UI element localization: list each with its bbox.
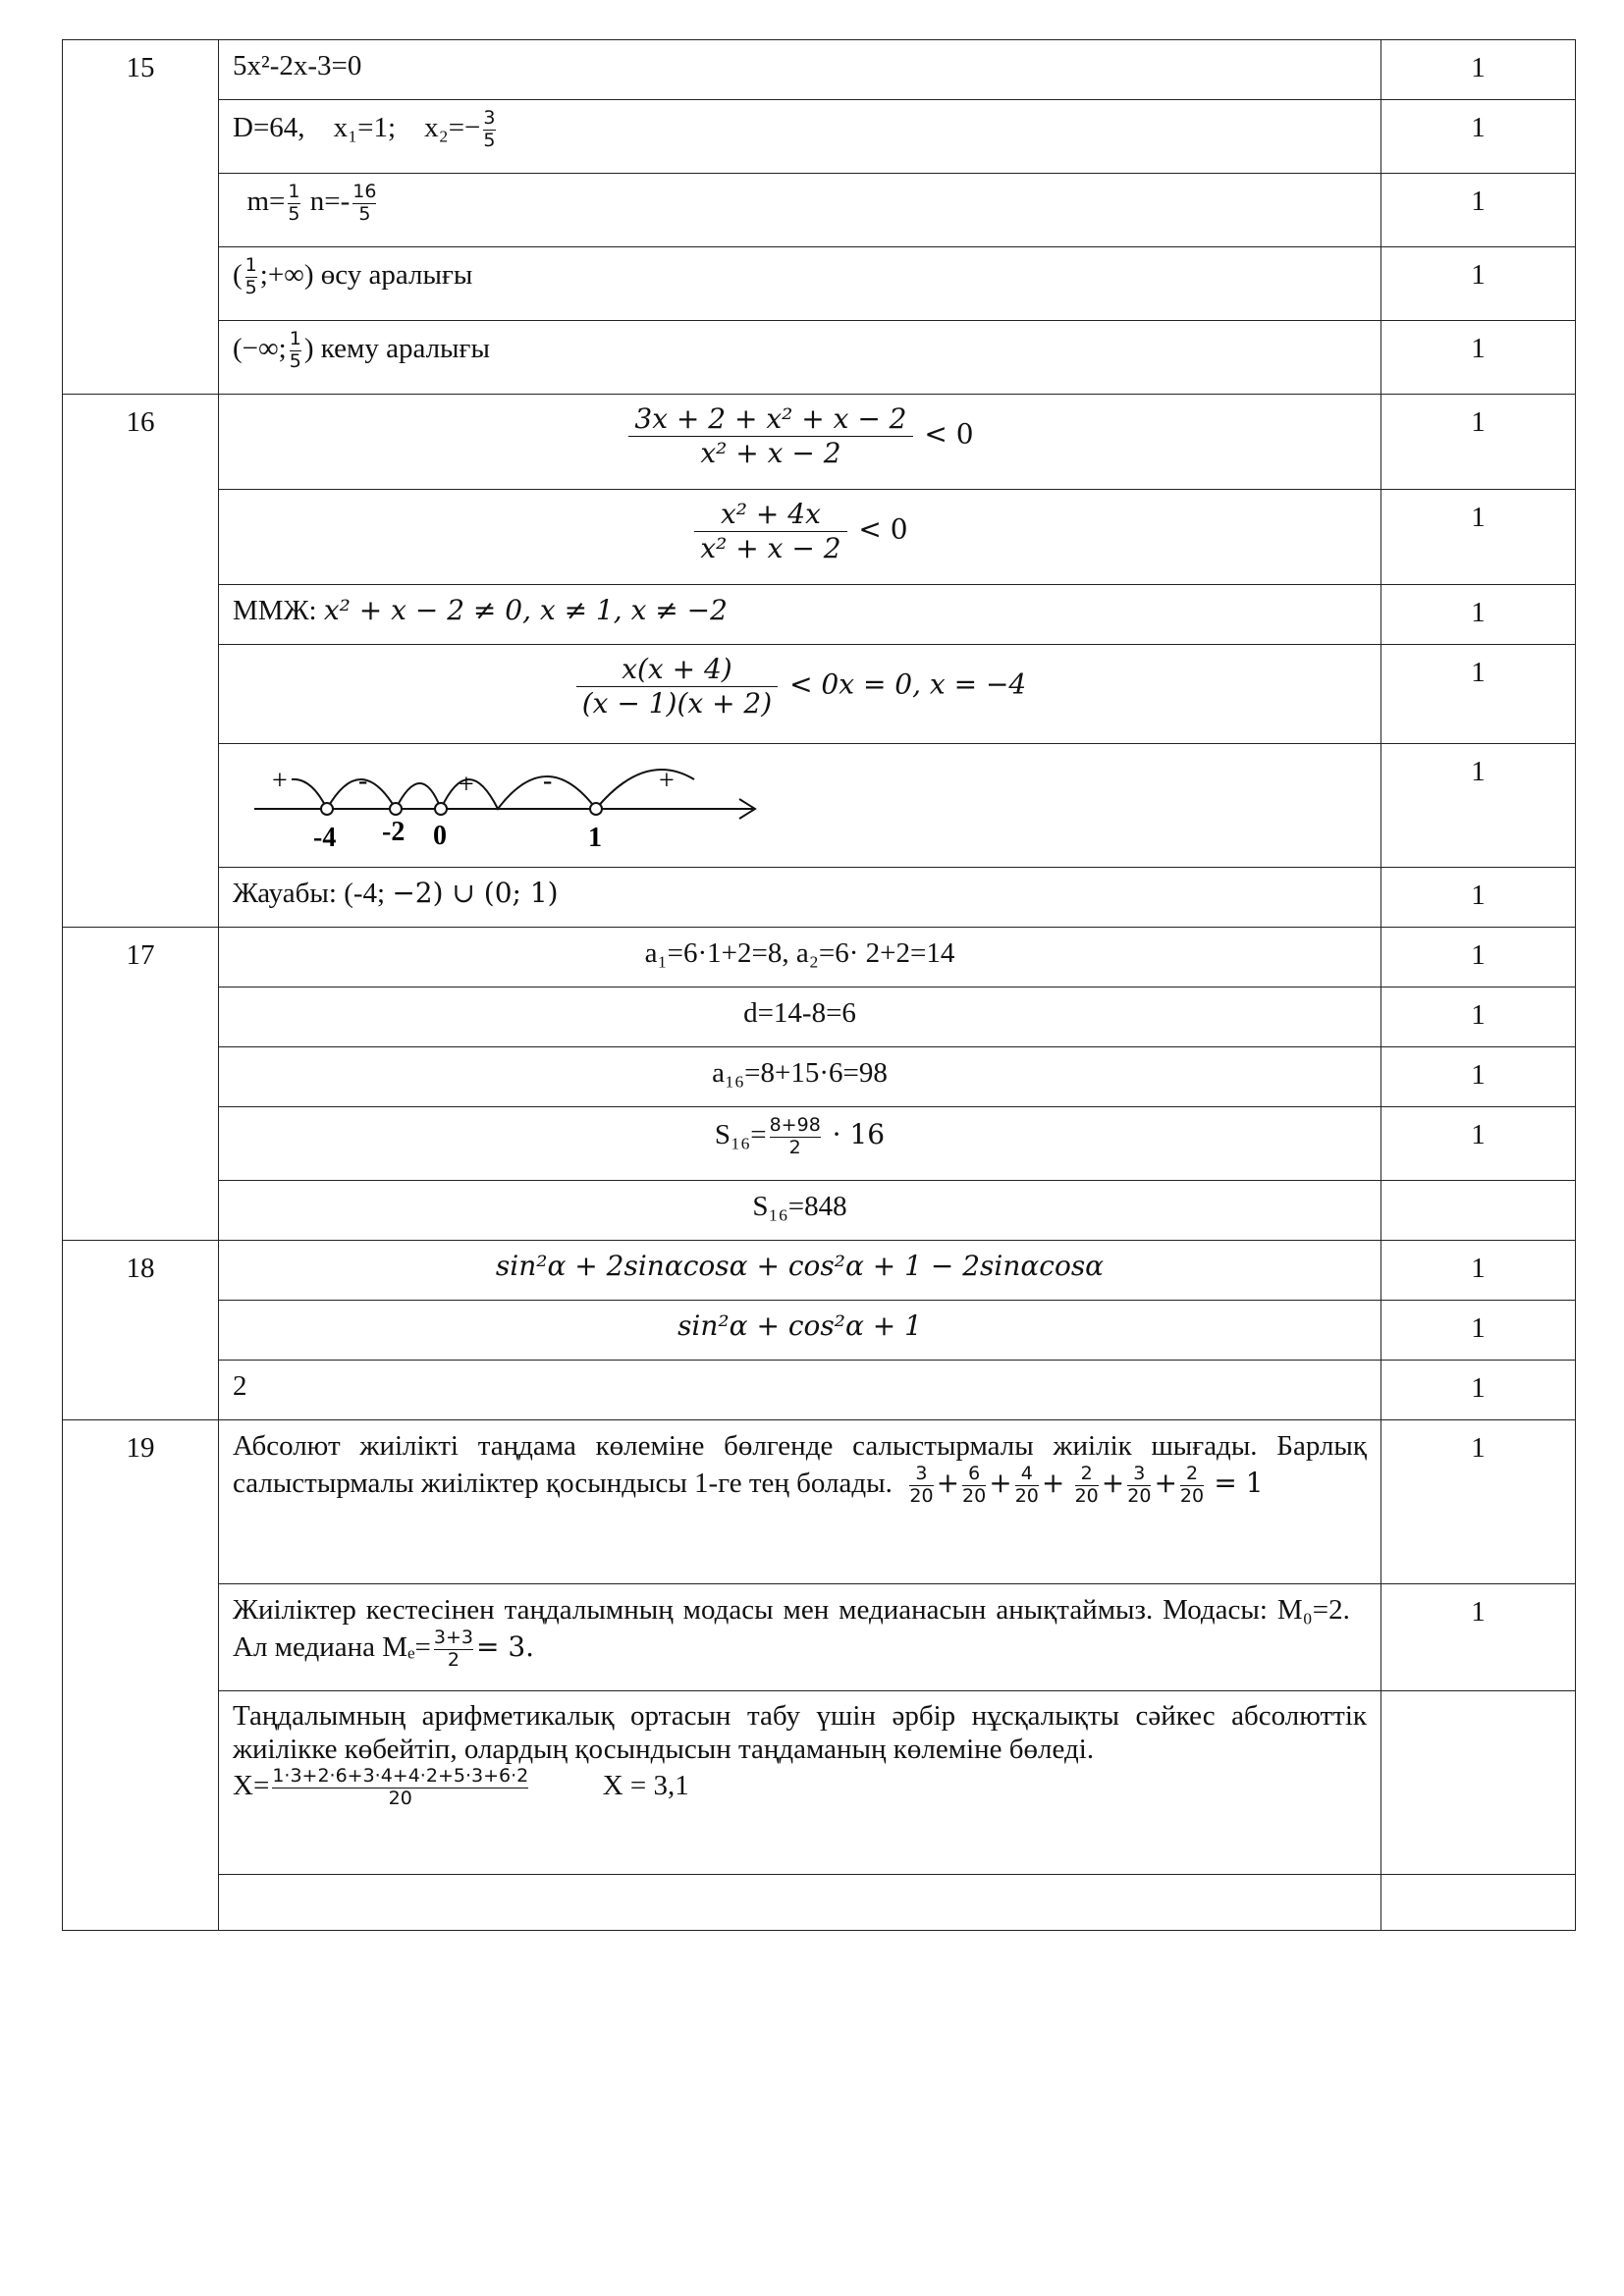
vertex-n: n=-: [302, 186, 351, 217]
fraction: $\frac{3}{5}$: [483, 107, 496, 151]
points-cell: 1: [1381, 1047, 1576, 1107]
solution-step: ( $\frac{1}{5}$ ;+∞) өсу аралығы: [219, 247, 1381, 321]
root-point: [321, 803, 333, 815]
solution-step: [219, 868, 1381, 928]
table-row: [63, 1875, 1576, 1931]
solution-step: $\frac{\text{3x + 2 + x² + x − 2}}{\text{x² + x − 2}}$ < 0: [219, 395, 1381, 490]
solution-step: [219, 174, 1381, 247]
table-row: [63, 1420, 1576, 1584]
task-number: 18: [63, 1241, 219, 1420]
sign-label: -: [358, 766, 368, 796]
points-cell: 1: [1381, 928, 1576, 988]
root-point: [590, 803, 602, 815]
fraction: $\frac{3}{20}$: [909, 1463, 934, 1507]
root-x1: x₁=1;: [333, 112, 397, 143]
table-row: [63, 744, 1576, 868]
fraction: $\frac{1}{5}$: [288, 181, 300, 225]
sign-label: +: [272, 766, 288, 796]
solution-step: a₁=6·1+2=8, a₂=6· 2+2=14: [219, 928, 1381, 988]
points-cell: 1: [1381, 585, 1576, 645]
points-cell: 1: [1381, 1301, 1576, 1361]
discriminant: D=64,: [233, 112, 305, 143]
task-number: 16: [63, 395, 219, 928]
vertex-m: m=: [246, 186, 286, 217]
points-cell: 1: [1381, 490, 1576, 585]
fraction: $\frac{\text{3x + 2 + x² + x − 2}}{\text{x² + x − 2}}$: [628, 402, 912, 470]
step-text: 5x²-2x-3=0: [233, 50, 362, 81]
tick-label: -4: [313, 823, 337, 852]
solution-step: (−∞; $\frac{1}{5}$ ) кему аралығы: [219, 321, 1381, 395]
fraction: $\frac{1\cdot 3+2\cdot 6+3\cdot 4+4\cdot 2+5\cdot 3+6\cdot 2}{20}$: [272, 1765, 529, 1809]
points-cell: 1: [1381, 988, 1576, 1047]
table-row: [63, 1584, 1576, 1691]
table-row: [63, 1107, 1576, 1181]
solution-step: $\frac{\text{x² + 4x}}{\text{x² + x − 2}}$ < 0: [219, 490, 1381, 585]
table-row: [63, 988, 1576, 1047]
table-row: [63, 928, 1576, 988]
fraction: $\frac{3+3}{2}$: [433, 1627, 473, 1671]
domain-expression: x² + x − 2 ≠ 0, x ≠ 1, x ≠ −2: [323, 594, 728, 626]
empty-cell: [219, 1875, 1381, 1931]
points-cell: 1: [1381, 1584, 1576, 1691]
table-row: [63, 1691, 1576, 1875]
task-number: 19: [63, 1420, 219, 1931]
solution-step: d=14-8=6: [219, 988, 1381, 1047]
solution-step: [219, 100, 1381, 174]
answer-key-sheet: [62, 39, 1576, 1931]
domain-label: ММЖ:: [233, 595, 324, 626]
points-cell: 1: [1381, 395, 1576, 490]
solution-step: [219, 1691, 1381, 1875]
table-row: [63, 1301, 1576, 1361]
solution-step: Абсолют жиілікті таңдама көлеміне бөлгенде салыстырмалы жиілік шығады. Барлық салыстырмалы жиіліктер қосындысы 1-ге тең болады. $\frac{3}{20}$ + $\frac{6}{20}$ + $\frac{4}{20}$ + $\frac{2}{20}$ + $\frac{3}{20}$ + $\frac{2}{20}$ = 1: [219, 1420, 1381, 1584]
points-cell: 1: [1381, 100, 1576, 174]
fraction: $\frac{\text{x² + 4x}}{\text{x² + x − 2}}$: [694, 498, 846, 565]
table-row: [63, 1181, 1576, 1241]
table-row: [63, 247, 1576, 321]
root-point: [435, 803, 447, 815]
points-cell: 1: [1381, 174, 1576, 247]
sign-label: -: [543, 766, 553, 796]
table-row: [63, 868, 1576, 928]
solution-step: S₁₆= $\frac{8+98}{2}$ · 16: [219, 1107, 1381, 1181]
answer-table: [62, 39, 1576, 1931]
mean-label: X=: [233, 1770, 270, 1801]
fraction: $\frac{8+98}{2}$: [769, 1114, 821, 1158]
tick-label: 0: [433, 821, 447, 851]
fraction: $\frac{16}{5}$: [352, 181, 377, 225]
decreasing-interval: ) кему аралығы: [303, 333, 490, 364]
points-cell: [1381, 1181, 1576, 1241]
mode-value: Модасы: M₀=2.: [1163, 1594, 1350, 1626]
fraction: $\frac{1}{5}$: [244, 254, 257, 298]
sign-label: +: [659, 766, 675, 796]
answer-label: Жауабы: (-4;: [233, 878, 393, 909]
table-row: [63, 321, 1576, 395]
mean-result: X = 3,1: [602, 1770, 689, 1801]
table-row: [63, 174, 1576, 247]
fraction: $\frac{2}{20}$: [1074, 1463, 1099, 1507]
fraction: $\frac{6}{20}$: [962, 1463, 987, 1507]
points-cell: 1: [1381, 1107, 1576, 1181]
points-cell: 1: [1381, 1361, 1576, 1420]
points-cell: [1381, 1875, 1576, 1931]
median-label: Ал медиана Mₑ=: [233, 1631, 431, 1663]
points-cell: 1: [1381, 40, 1576, 100]
explanation-text: Жиіліктер кестесінен таңдалымның модасы мен медианасын анықтаймыз.: [233, 1594, 1154, 1626]
fraction: $\frac{x(x + 4)}{(x - 1)(x + 2)}$: [576, 653, 778, 721]
sign-label: +: [459, 770, 474, 800]
explanation-text: Абсолют жиілікті таңдама көлеміне бөлгенде салыстырмалы жиілік шығады. Барлық салыстырмалы жиіліктер қосындысы 1-ге тең болады.: [233, 1430, 1367, 1499]
increasing-interval: ;+∞) өсу аралығы: [259, 259, 473, 291]
table-row: [63, 1047, 1576, 1107]
root-point: [390, 803, 402, 815]
fraction: $\frac{3}{20}$: [1127, 1463, 1152, 1507]
tick-label: 1: [588, 823, 602, 852]
points-cell: 1: [1381, 868, 1576, 928]
points-cell: 1: [1381, 247, 1576, 321]
points-cell: 1: [1381, 1420, 1576, 1584]
solution-step: sin²α + 2sinαcosα + cos²α + 1 − 2sinαcosα: [219, 1241, 1381, 1301]
solution-step: 2: [219, 1361, 1381, 1420]
table-row: [63, 100, 1576, 174]
table-row: [63, 1241, 1576, 1301]
fraction: $\frac{1}{5}$: [289, 328, 301, 372]
tick-label: -2: [382, 817, 406, 847]
sign-curve: [292, 770, 694, 809]
points-cell: 1: [1381, 645, 1576, 744]
points-cell: [1381, 1691, 1576, 1875]
points-cell: 1: [1381, 1241, 1576, 1301]
table-row: [63, 395, 1576, 490]
table-row: [63, 40, 1576, 100]
task-number: 15: [63, 40, 219, 395]
table-row: [63, 490, 1576, 585]
solution-step: a₁₆=8+15·6=98: [219, 1047, 1381, 1107]
solution-step: [219, 744, 1381, 868]
solution-step: S₁₆=848: [219, 1181, 1381, 1241]
explanation-text: Таңдалымның арифметикалық ортасын табу үшін әрбір нұсқалықты сәйкес абсолюттік жиілікке көбейтіп, олардың қосындысын таңдаманың көлеміне бөледі.: [233, 1700, 1367, 1765]
solution-step: $\frac{x(x + 4)}{(x - 1)(x + 2)}$ < 0x = 0, x = −4: [219, 645, 1381, 744]
points-cell: 1: [1381, 321, 1576, 395]
table-row: [63, 645, 1576, 744]
solution-step: [219, 40, 1381, 100]
points-cell: 1: [1381, 744, 1576, 868]
solution-step: [219, 585, 1381, 645]
solution-step: sin²α + cos²α + 1: [219, 1301, 1381, 1361]
answer-interval: −2) ∪ (0; 1): [392, 877, 559, 909]
sign-chart: [233, 750, 783, 852]
fraction: $\frac{2}{20}$: [1179, 1463, 1205, 1507]
fraction: $\frac{4}{20}$: [1014, 1463, 1039, 1507]
solution-step: Жиіліктер кестесінен таңдалымның модасы мен медианасын анықтаймыз. Модасы: M₀=2. Ал медиана Mₑ= $\frac{3+3}{2}$ = 3.: [219, 1584, 1381, 1691]
task-number: 17: [63, 928, 219, 1241]
table-row: [63, 1361, 1576, 1420]
table-row: [63, 585, 1576, 645]
root-x2: x₂=−: [424, 112, 481, 143]
